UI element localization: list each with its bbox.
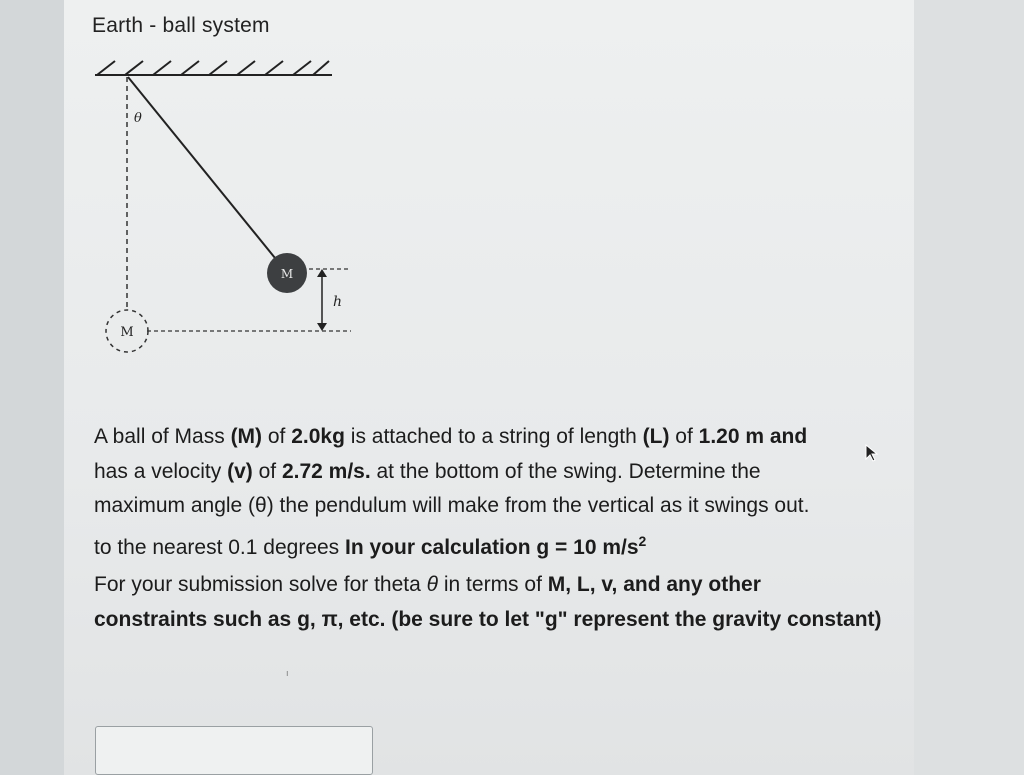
- ceiling-hatching: [97, 61, 329, 75]
- answer-input[interactable]: [95, 726, 373, 775]
- height-arrow-head-top: [317, 269, 327, 277]
- height-label: h: [333, 294, 343, 310]
- stray-mark: ı: [286, 668, 289, 678]
- ball-raised-label: M: [280, 267, 294, 281]
- ball-rest-label: M: [120, 325, 134, 340]
- page-title: Earth - ball system: [92, 14, 270, 37]
- pendulum-diagram: [95, 55, 365, 375]
- question-text: A ball of Mass (M) of 2.0kg is attached to a string of length (L) of 1.20 m and has a velocity (v) of 2.72 m/s. at the bottom of the swing. Determine the maximum angle (θ) the pendulum will make from the vertical as it swings out. to the nearest 0.1 degrees In your calculation g = 10 $m/s^2$: [94, 425, 810, 559]
- pendulum-string: [128, 77, 275, 258]
- angle-label: θ: [134, 111, 142, 126]
- mouse-cursor-icon: [864, 444, 880, 464]
- height-arrow-head-bottom: [317, 323, 327, 331]
- side-margin: [914, 0, 1024, 775]
- submission-instructions: For your submission solve for theta θ in terms of M, L, v, and any other constraints such as g, π, etc. (be sure to let "g" represent the gravity constant): [94, 573, 882, 631]
